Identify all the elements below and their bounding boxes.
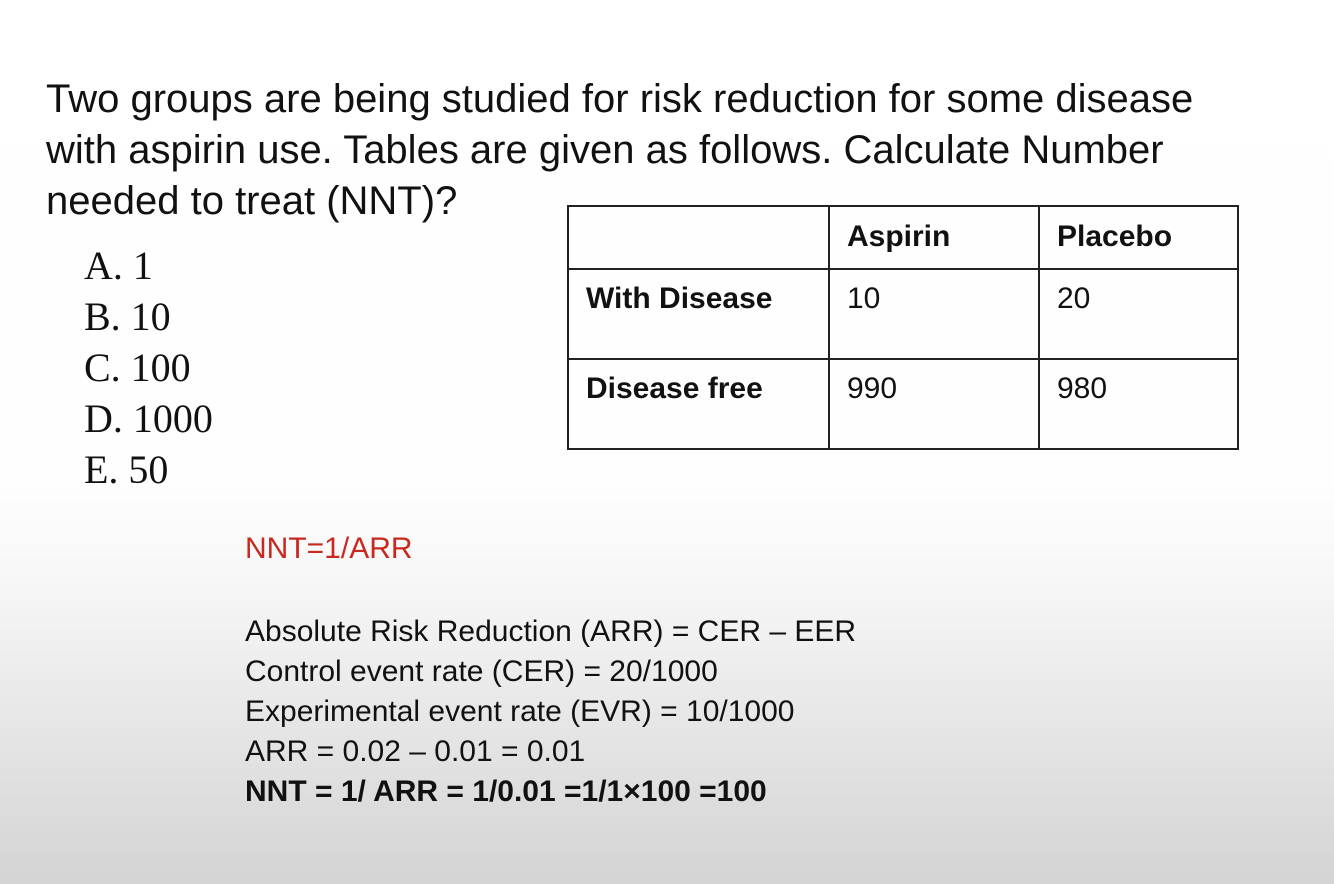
option-a: A. 1	[84, 243, 153, 288]
table-row	[568, 359, 1238, 449]
solution-block	[245, 612, 856, 812]
answer-options	[84, 240, 213, 495]
row-label-with-disease: With Disease	[568, 269, 829, 359]
table-header-aspirin: Aspirin	[829, 206, 1039, 269]
option-c: C. 100	[84, 345, 191, 390]
solution-line-cer: Control event rate (CER) = 20/1000	[245, 655, 718, 688]
solution-line-arr-value: ARR = 0.02 – 0.01 = 0.01	[245, 735, 586, 768]
cell-placebo-with-disease: 20	[1039, 269, 1238, 359]
question-line-3: needed to treat (NNT)?	[46, 179, 458, 223]
question-line-1: Two groups are being studied for risk reduction for some disease	[46, 77, 1194, 121]
option-b: B. 10	[84, 294, 171, 339]
option-e: E. 50	[84, 447, 169, 492]
cell-placebo-disease-free: 980	[1039, 359, 1238, 449]
solution-line-evr: Experimental event rate (EVR) = 10/1000	[245, 695, 795, 728]
solution-final-answer: NNT = 1/ ARR = 1/0.01 =1/1×100 =100	[245, 775, 767, 808]
option-d: D. 1000	[84, 396, 213, 441]
table-header-placebo: Placebo	[1039, 206, 1238, 269]
table-header-empty	[568, 206, 829, 269]
data-table	[567, 205, 1239, 450]
question-line-2: with aspirin use. Tables are given as follows. Calculate Number	[46, 128, 1164, 172]
cell-aspirin-disease-free: 990	[829, 359, 1039, 449]
nnt-formula: NNT=1/ARR	[245, 532, 413, 565]
row-label-disease-free: Disease free	[568, 359, 829, 449]
cell-aspirin-with-disease: 10	[829, 269, 1039, 359]
solution-line-arr-definition: Absolute Risk Reduction (ARR) = CER – EER	[245, 615, 857, 648]
table-header-row	[568, 206, 1238, 269]
table-row	[568, 269, 1238, 359]
